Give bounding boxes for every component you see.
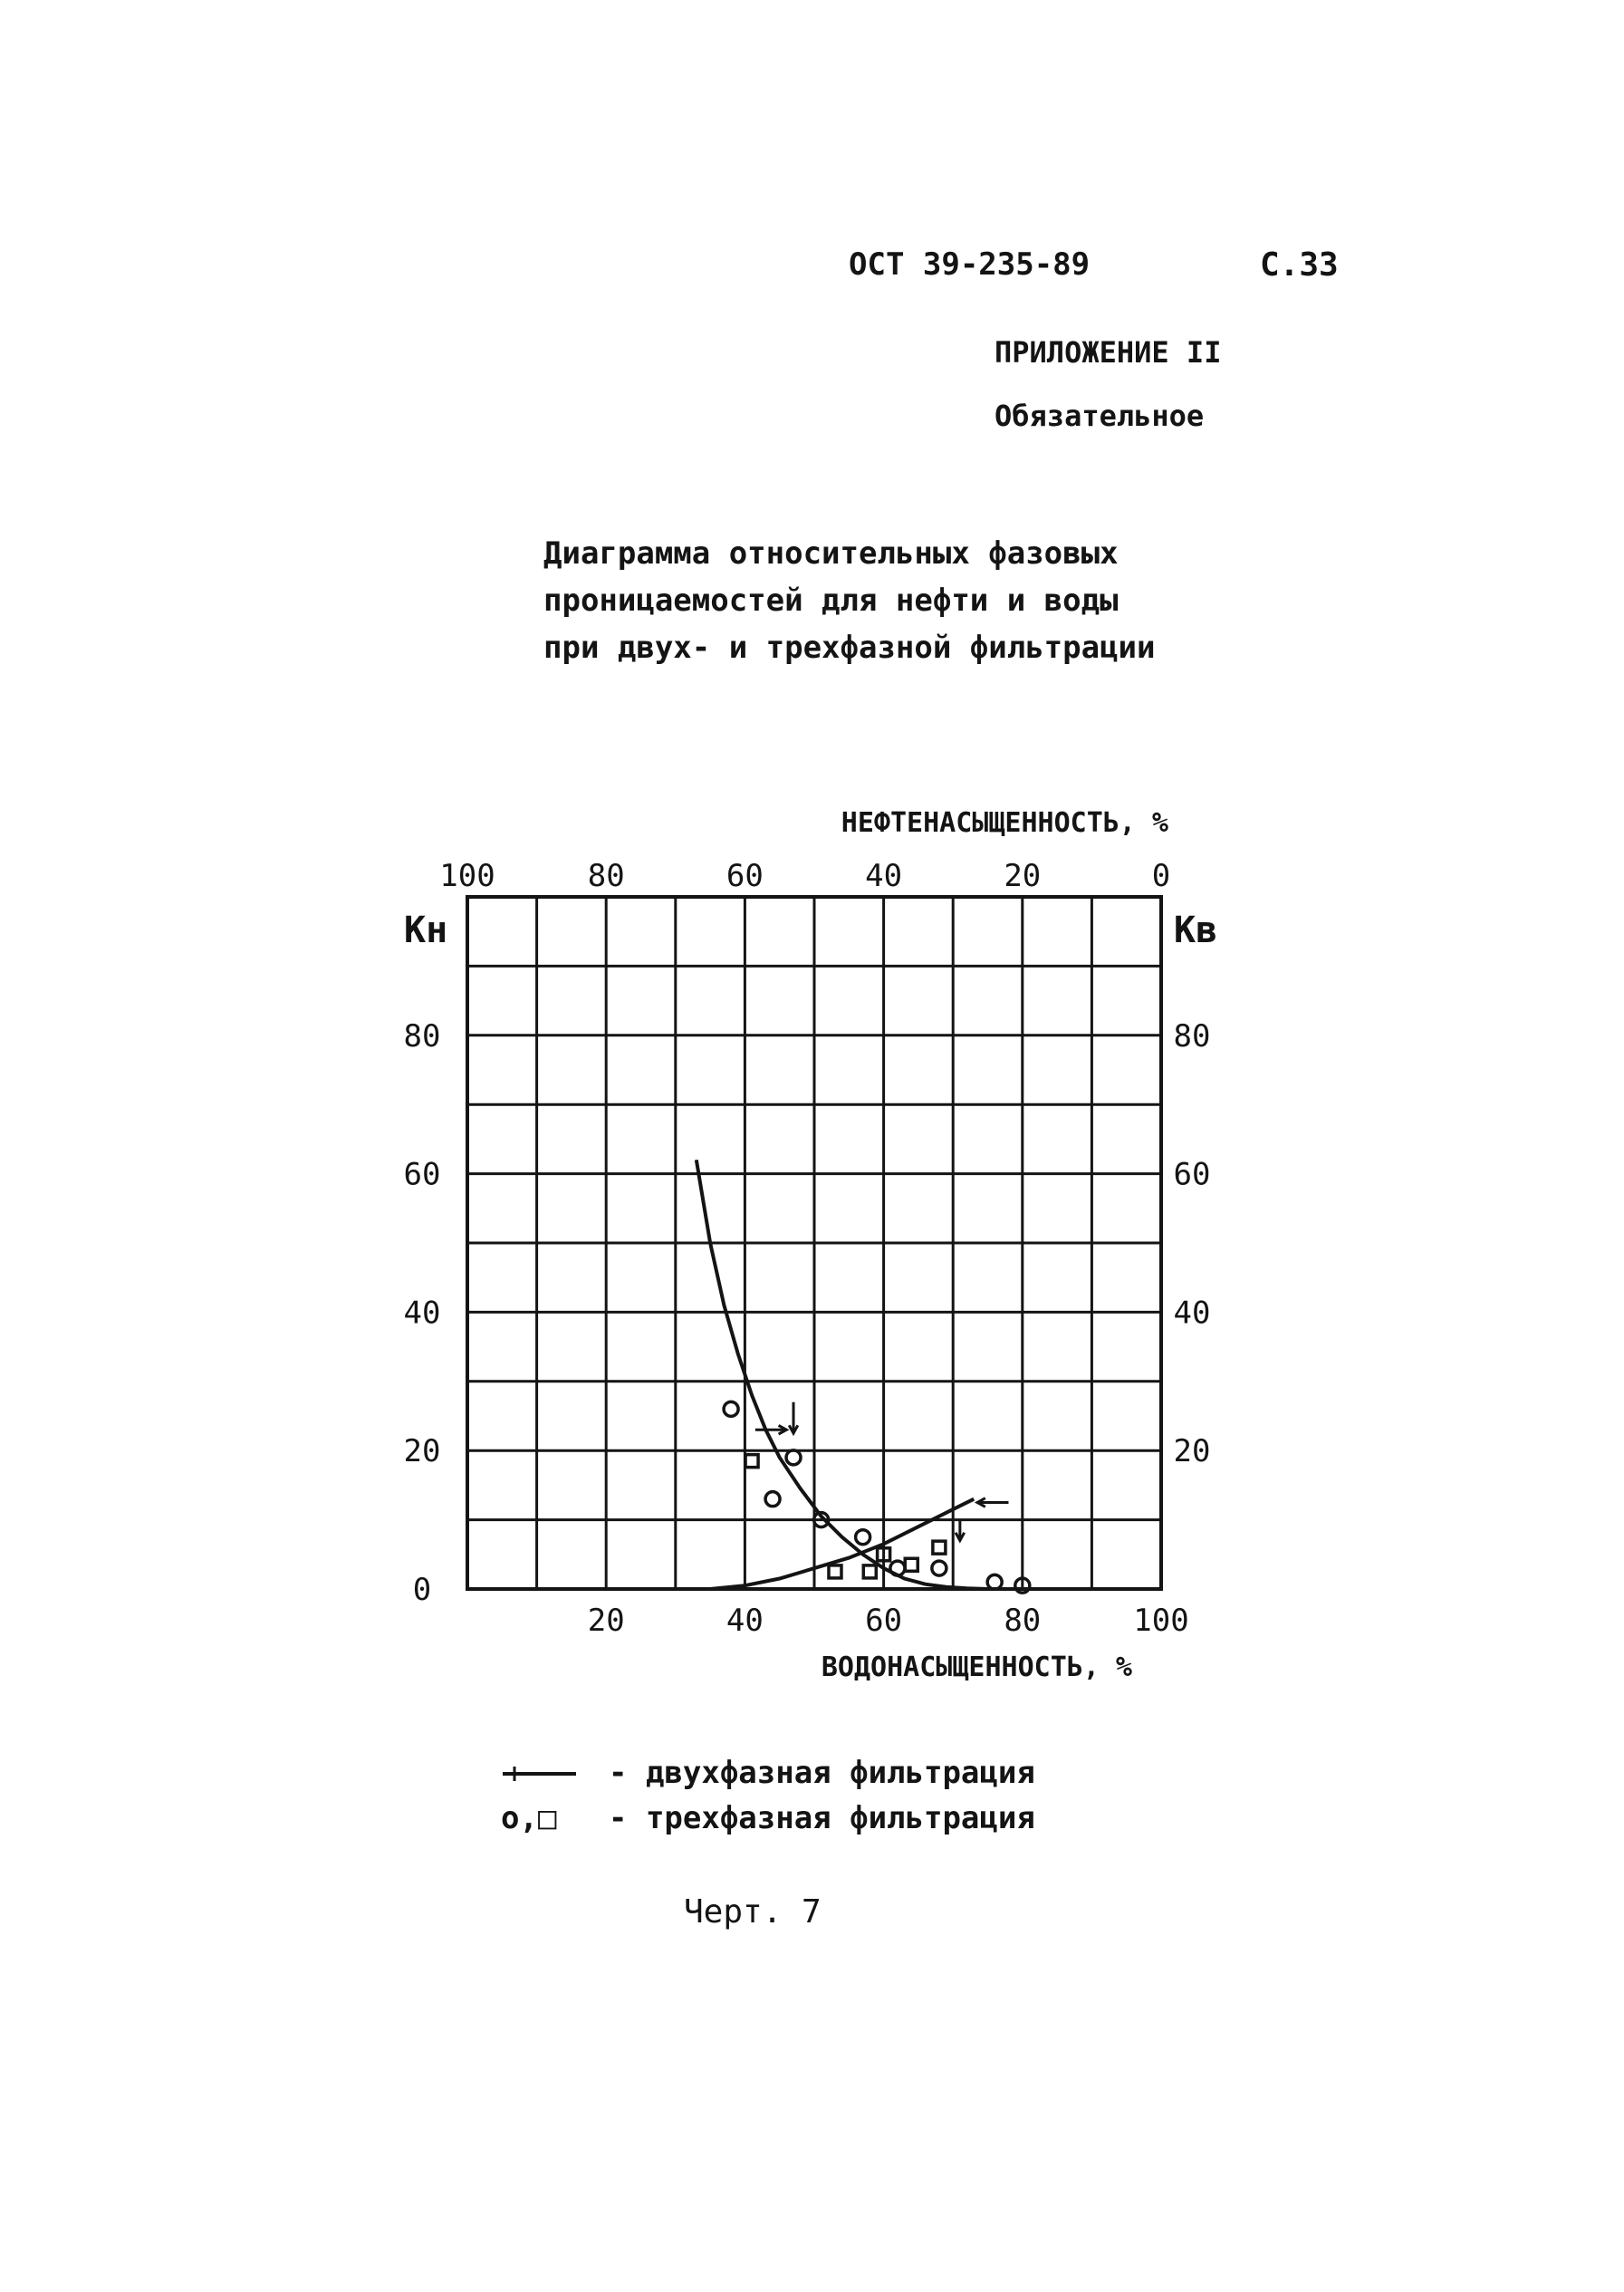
title-line-3: при двух- и трехфазной фильтрации	[543, 630, 1156, 666]
figure-caption: Черт. 7	[684, 1893, 822, 1931]
legend-three-phase-label: - трехфазная фильтрация	[609, 1800, 1035, 1836]
bottom-axis-tick-label: 40	[726, 1603, 764, 1639]
left-axis-tick-label: 60	[403, 1156, 441, 1193]
three-phase-circle-point	[932, 1561, 947, 1575]
left-axis-tick-label: 0	[412, 1572, 432, 1608]
top-axis-tick-label: 60	[726, 858, 764, 894]
three-phase-square-point	[745, 1455, 758, 1468]
three-phase-square-point	[905, 1558, 918, 1571]
right-axis-tick-label: 20	[1173, 1433, 1211, 1470]
top-axis-tick-label: 40	[865, 858, 903, 894]
bottom-axis-tick-label: 20	[587, 1603, 625, 1639]
legend-three-phase-symbols: о,□	[501, 1800, 557, 1836]
right-axis-tick-label: 80	[1173, 1017, 1211, 1055]
right-axis-tick-label: 60	[1173, 1156, 1211, 1193]
kn-axis-label: Кн	[404, 910, 448, 951]
oil-saturation-axis-label: НЕФТЕНАСЫЩЕННОСТЬ, %	[841, 807, 1168, 839]
kv-axis-label: Кв	[1174, 910, 1218, 951]
page-number: С.33	[1260, 246, 1339, 284]
top-axis-tick-label: 100	[439, 858, 495, 894]
left-axis-tick-label: 80	[403, 1017, 441, 1055]
top-axis-tick-label: 20	[1004, 858, 1042, 894]
top-axis-tick-label: 0	[1151, 858, 1171, 894]
water-saturation-axis-label: ВОДОНАСЫЩЕННОСТЬ, %	[821, 1652, 1132, 1683]
title-line-1: Диаграмма относительных фазовых	[543, 535, 1119, 572]
oil-permeability-curve	[697, 1160, 988, 1589]
three-phase-square-point	[829, 1565, 841, 1578]
bottom-axis-tick-label: 60	[865, 1603, 903, 1639]
bottom-axis-tick-label: 100	[1133, 1603, 1189, 1639]
three-phase-square-point	[863, 1565, 876, 1578]
title-line-2: проницаемостей для нефти и воды	[543, 583, 1119, 619]
appendix-label: ПРИЛОЖЕНИЕ II	[995, 335, 1222, 370]
appendix-status: Обязательное	[995, 399, 1205, 433]
three-phase-circle-point	[765, 1492, 780, 1507]
left-axis-tick-label: 40	[403, 1295, 441, 1332]
right-axis-tick-label: 40	[1173, 1295, 1211, 1332]
bottom-axis-tick-label: 80	[1004, 1603, 1042, 1639]
left-axis-tick-label: 20	[403, 1433, 441, 1470]
three-phase-circle-point	[987, 1575, 1002, 1589]
three-phase-square-point	[933, 1541, 946, 1554]
top-axis-tick-label: 80	[587, 858, 625, 894]
three-phase-circle-point	[724, 1401, 738, 1416]
three-phase-circle-point	[786, 1450, 801, 1465]
three-phase-circle-point	[856, 1530, 870, 1545]
document-code: ОСТ 39-235-89	[849, 246, 1091, 283]
legend-two-phase-label: - двухфазная фильтрация	[609, 1755, 1035, 1791]
